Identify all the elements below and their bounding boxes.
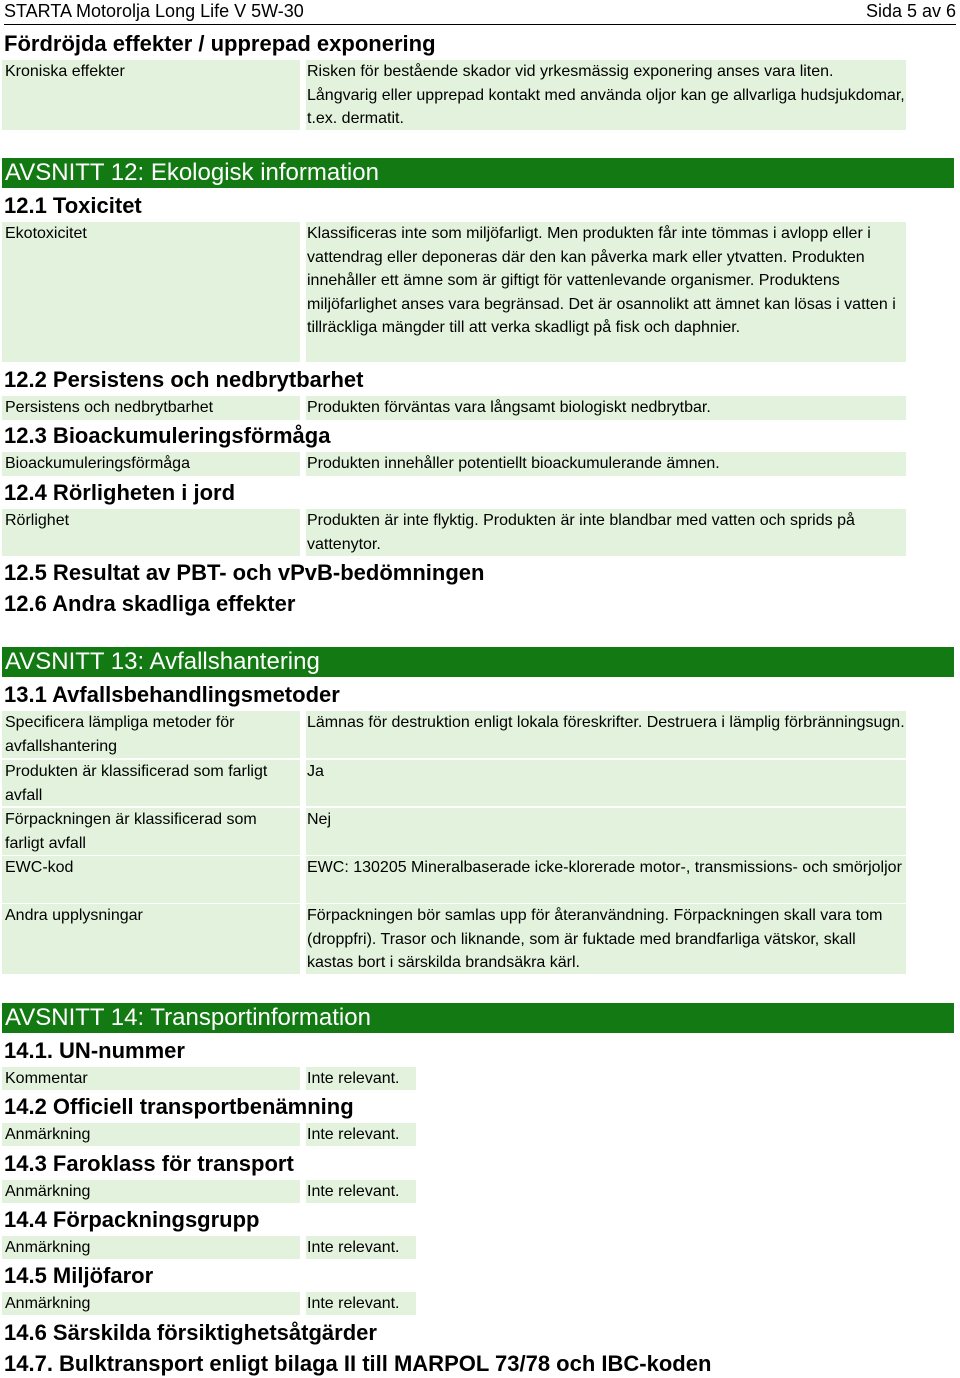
other-info-value: Förpackningen bör samlas upp för återanvändning. Förpackningen skall vara tom (droppfri). Trasor och liknande, som är fuktade med brandfarliga vätskor, skall kastas bort i särskilda brandsäkra kärl. bbox=[306, 904, 906, 974]
waste-method-label: Specificera lämpliga metoder för avfallshantering bbox=[2, 711, 300, 758]
mobility-label: Rörlighet bbox=[2, 509, 300, 556]
env-hazards-value: Inte relevant. bbox=[306, 1292, 416, 1315]
heading-12-1: 12.1 Toxicitet bbox=[4, 193, 142, 218]
chronic-effects-value: Risken för bestående skador vid yrkesmässig exponering anses vara liten. Långvarig eller upprepad kontakt med använda oljor kan ge allvarliga hudsjukdomar, t.ex. dermatit. bbox=[306, 60, 906, 130]
packing-group-label: Anmärkning bbox=[2, 1236, 300, 1259]
mobility-value: Produkten är inte flyktig. Produkten är inte blandbar med vatten och sprids på vattenytor. bbox=[306, 509, 906, 556]
hazardous-product-value: Ja bbox=[306, 760, 906, 806]
heading-14-6: 14.6 Särskilda försiktighetsåtgärder bbox=[4, 1320, 377, 1345]
waste-method-value: Lämnas för destruktion enligt lokala föreskrifter. Destruera i lämplig förbränningsugn. bbox=[306, 711, 906, 758]
heading-14-5: 14.5 Miljöfaror bbox=[4, 1263, 154, 1288]
heading-12-5: 12.5 Resultat av PBT- och vPvB-bedömningen bbox=[4, 560, 485, 585]
heading-13-1: 13.1 Avfallsbehandlingsmetoder bbox=[4, 682, 340, 707]
shipping-name-value: Inte relevant. bbox=[306, 1123, 416, 1146]
hazard-class-value: Inte relevant. bbox=[306, 1180, 416, 1203]
chronic-effects-label: Kroniska effekter bbox=[2, 60, 300, 130]
bioaccumulation-label: Bioackumuleringsförmåga bbox=[2, 452, 300, 476]
ecotoxicity-label: Ekotoxicitet bbox=[2, 222, 300, 362]
heading-12-2: 12.2 Persistens och nedbrytbarhet bbox=[4, 367, 364, 392]
heading-12-3: 12.3 Bioackumuleringsförmåga bbox=[4, 423, 331, 448]
hazardous-product-label: Produkten är klassificerad som farligt avfall bbox=[2, 760, 300, 806]
heading-12-6: 12.6 Andra skadliga effekter bbox=[4, 591, 296, 616]
persistence-value: Produkten förväntas vara långsamt biologiskt nedbrytbar. bbox=[306, 396, 906, 420]
env-hazards-label: Anmärkning bbox=[2, 1292, 300, 1315]
heading-14-7: 14.7. Bulktransport enligt bilaga II till MARPOL 73/78 och IBC-koden bbox=[4, 1351, 712, 1376]
un-number-value: Inte relevant. bbox=[306, 1067, 416, 1090]
section-12-title: AVSNITT 12: Ekologisk information bbox=[2, 158, 954, 188]
packing-group-value: Inte relevant. bbox=[306, 1236, 416, 1259]
bioaccumulation-value: Produkten innehåller potentiellt bioackumulerande ämnen. bbox=[306, 452, 906, 476]
delayed-effects-heading: Fördröjda effekter / upprepad exponering bbox=[4, 31, 436, 56]
page-number: Sida 5 av 6 bbox=[865, 1, 956, 21]
ewc-code-label: EWC-kod bbox=[2, 856, 300, 903]
heading-14-2: 14.2 Officiell transportbenämning bbox=[4, 1094, 354, 1119]
un-number-label: Kommentar bbox=[2, 1067, 300, 1090]
heading-12-4: 12.4 Rörligheten i jord bbox=[4, 480, 236, 505]
section-13-title: AVSNITT 13: Avfallshantering bbox=[2, 647, 954, 677]
page-header bbox=[4, 0, 956, 25]
heading-14-1: 14.1. UN-nummer bbox=[4, 1038, 185, 1063]
section-14-title: AVSNITT 14: Transportinformation bbox=[2, 1003, 954, 1033]
hazardous-packaging-label: Förpackningen är klassificerad som farligt avfall bbox=[2, 808, 300, 855]
other-info-label: Andra upplysningar bbox=[2, 904, 300, 974]
document-title: STARTA Motorolja Long Life V 5W-30 bbox=[4, 1, 304, 21]
ewc-code-value: EWC: 130205 Mineralbaserade icke-klorerade motor-, transmissions- och smörjoljor bbox=[306, 856, 906, 903]
persistence-label: Persistens och nedbrytbarhet bbox=[2, 396, 300, 420]
ecotoxicity-value: Klassificeras inte som miljöfarligt. Men produkten får inte tömmas i avlopp eller i vattendrag eller deponeras där den kan påverka mark eller ytvatten. Produkten innehåller ett ämne som är giftigt för vattenlevande organismer. Produktens miljöfarlighet anses vara begränsad. Det är osannolikt att ämnet kan lösas i vatten i tillräckliga mängder till att verka skadligt på fisk och daphnier. bbox=[306, 222, 906, 362]
heading-14-4: 14.4 Förpackningsgrupp bbox=[4, 1207, 260, 1232]
shipping-name-label: Anmärkning bbox=[2, 1123, 300, 1146]
hazard-class-label: Anmärkning bbox=[2, 1180, 300, 1203]
heading-14-3: 14.3 Faroklass för transport bbox=[4, 1151, 294, 1176]
hazardous-packaging-value: Nej bbox=[306, 808, 906, 855]
